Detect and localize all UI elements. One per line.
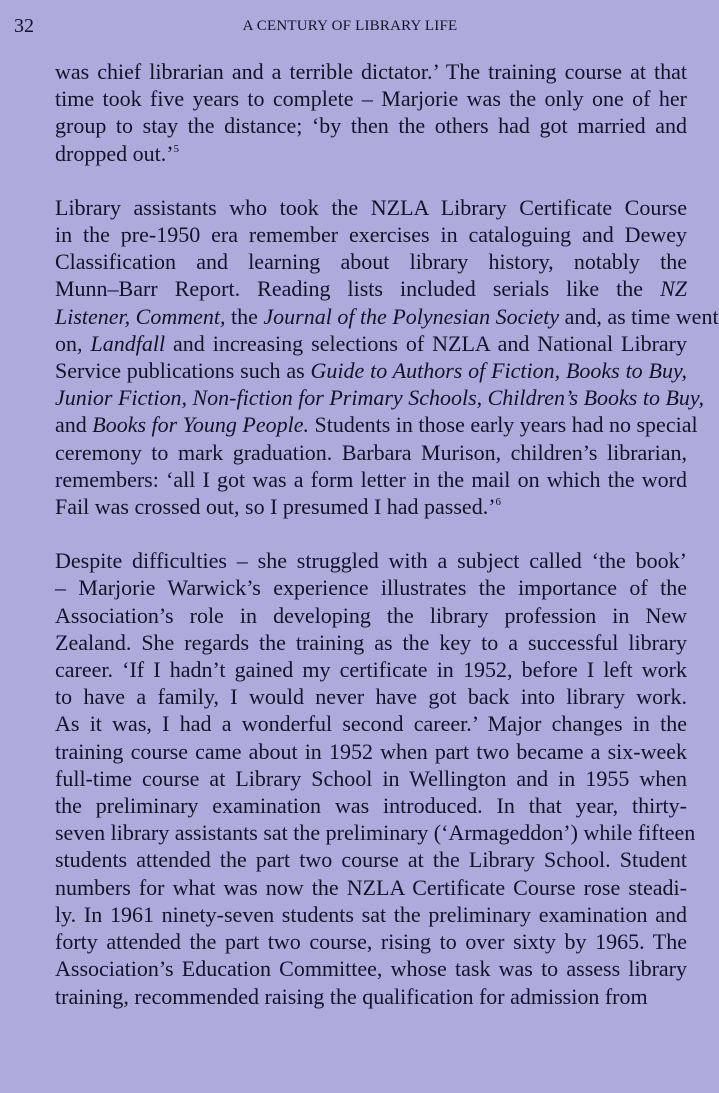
text-line	[55, 683, 687, 710]
text-run: Classification and learning about library history, notably the	[55, 249, 687, 275]
text-run: seven library assistants sat the preliminary (‘Armageddon’) while fifteen	[55, 820, 696, 846]
text-line	[55, 629, 687, 656]
text-line	[55, 547, 687, 574]
text-run: time took five years to complete – Marjorie was the only one of her	[55, 86, 687, 112]
page-number: 32	[14, 15, 34, 37]
text-run: career. ‘If I hadn’t gained my certificate in 1952, before I left work	[55, 657, 687, 683]
text-line	[55, 303, 719, 330]
text-run: Munn–Barr Report. Reading lists included serials like the	[55, 276, 661, 302]
text-run: dropped out.’	[55, 140, 174, 166]
text-run: on,	[55, 330, 91, 356]
text-line	[55, 275, 687, 302]
text-run: training, recommended raising the qualification for admission from	[55, 983, 648, 1009]
text-run: students attended the part two course at the Library School. Student	[55, 847, 687, 873]
text-line	[55, 85, 687, 112]
text-run: Zealand. She regards the training as the key to a successful library	[55, 629, 687, 655]
text-run: ceremony to mark graduation. Barbara Murison, children’s librarian,	[55, 439, 687, 465]
text-line	[55, 819, 696, 846]
text-run: forty attended the part two course, rising to over sixty by 1965. The	[55, 929, 687, 955]
text-line	[55, 901, 687, 928]
text-run: Association’s role in developing the library profession in New	[55, 602, 687, 628]
text-line	[55, 493, 687, 520]
text-line	[55, 384, 704, 411]
text-run: Listener, Comment,	[55, 303, 226, 329]
text-line	[55, 792, 687, 819]
text-run: full-time course at Library School in Wellington and in 1955 when	[55, 765, 687, 791]
paragraph	[55, 58, 687, 167]
text-line	[55, 846, 687, 873]
text-line	[55, 330, 687, 357]
text-run: Junior Fiction, Non-fiction for Primary Schools, Children’s Books to Buy,	[55, 385, 704, 411]
text-line	[55, 955, 687, 982]
text-run: to have a family, I would never have got back into library work.	[55, 684, 687, 710]
text-run: remembers: ‘all I got was a form letter in the mail on which the word	[55, 466, 687, 492]
text-run: Journal of the Polynesian Society	[263, 303, 560, 329]
text-run: was chief librarian and a terrible dictator.’ The training course at that	[55, 59, 687, 84]
paragraph	[55, 547, 696, 1009]
text-line	[55, 983, 687, 1010]
text-run: Fail was crossed out, so I presumed I had passed.’	[55, 494, 496, 520]
text-run: – Marjorie Warwick’s experience illustrates the importance of the	[55, 575, 687, 601]
text-line	[55, 221, 687, 248]
text-line	[55, 58, 687, 85]
body-text	[55, 58, 719, 1037]
text-run: the	[225, 303, 264, 329]
text-line	[55, 466, 687, 493]
text-line	[55, 357, 687, 384]
text-line	[55, 765, 687, 792]
text-line	[55, 194, 687, 221]
text-run: training course came about in 1952 when part two became a six-week	[55, 738, 687, 764]
text-run: Despite difficulties – she struggled with a subject called ‘the book’	[55, 548, 687, 574]
text-line	[55, 411, 698, 438]
text-run: and, as time went	[559, 303, 719, 329]
text-run: in the pre-1950 era remember exercises in cataloguing and Dewey	[55, 222, 687, 248]
text-run: and increasing selections of NZLA and National Library	[165, 330, 688, 356]
text-run: Books for Young People.	[92, 412, 309, 438]
text-run: numbers for what was now the NZLA Certificate Course rose steadi-	[55, 874, 687, 900]
text-line	[55, 248, 687, 275]
text-run: Landfall	[90, 330, 166, 356]
text-line	[55, 928, 687, 955]
text-run: ly. In 1961 ninety-seven students sat the preliminary examination and	[55, 901, 687, 927]
text-run: the preliminary examination was introduced. In that year, thirty-	[55, 793, 687, 819]
running-head: A CENTURY OF LIBRARY LIFE	[242, 18, 458, 34]
text-line	[55, 710, 687, 737]
text-line	[55, 112, 687, 139]
text-line	[55, 439, 687, 466]
footnote-ref: 5	[173, 142, 180, 155]
text-run: group to stay the distance; ‘by then the others had got married and	[55, 113, 687, 139]
text-run: NZ	[660, 276, 687, 302]
text-run: and	[55, 412, 93, 438]
text-run: Students in those early years had no special	[309, 412, 698, 438]
footnote-ref: 6	[495, 496, 502, 509]
text-run: Service publications such as	[55, 358, 311, 384]
paragraph	[55, 194, 719, 520]
text-line	[55, 574, 687, 601]
text-line	[55, 874, 687, 901]
text-line	[55, 602, 687, 629]
text-line	[55, 140, 687, 167]
text-run: Association’s Education Committee, whose task was to assess library	[55, 956, 687, 982]
text-line	[55, 656, 687, 683]
text-line	[55, 738, 687, 765]
text-run: Guide to Authors of Fiction, Books to Buy,	[310, 358, 687, 384]
text-run: Library assistants who took the NZLA Library Certificate Course	[55, 194, 687, 220]
text-run: As it was, I had a wonderful second career.’ Major changes in the	[55, 711, 687, 737]
